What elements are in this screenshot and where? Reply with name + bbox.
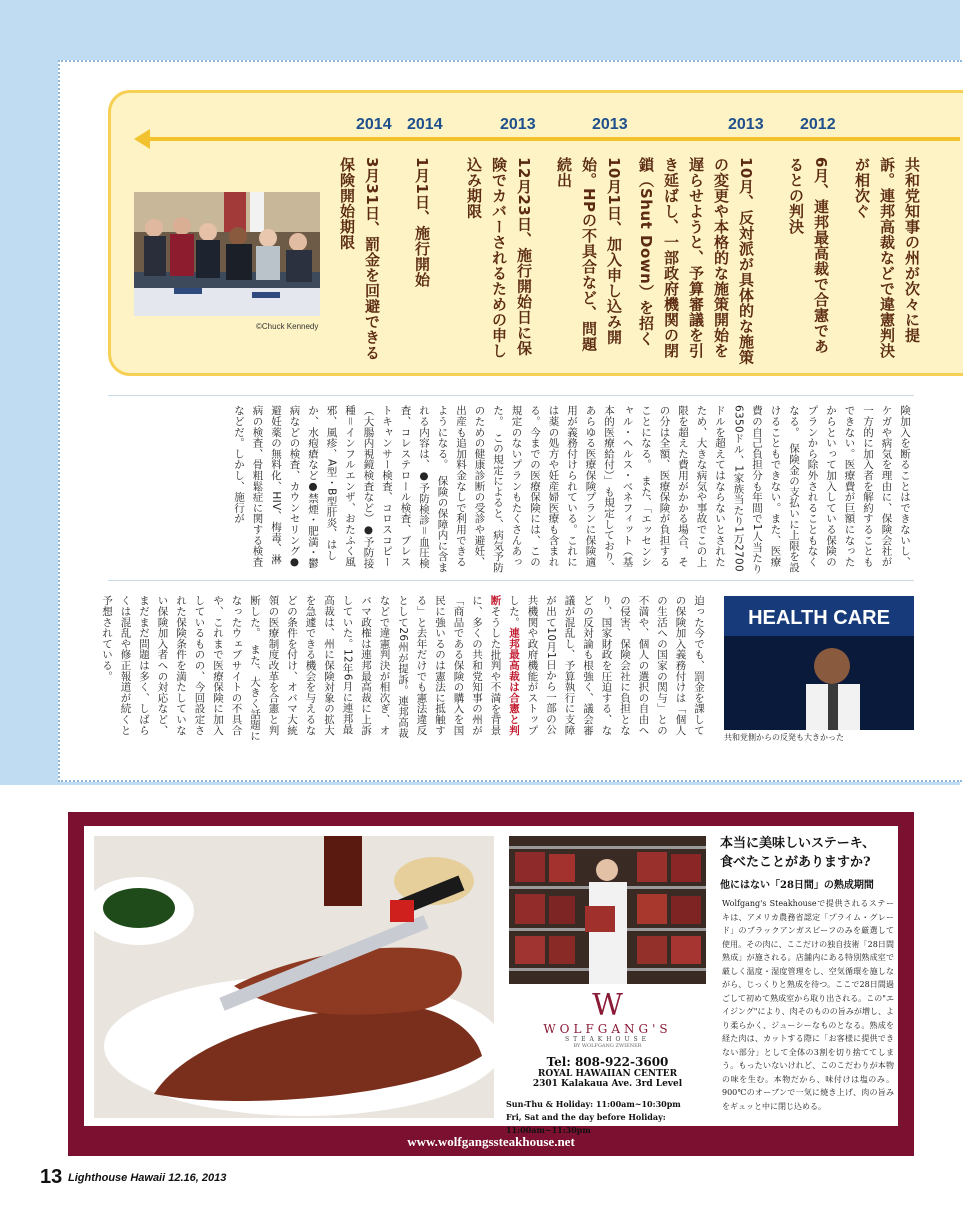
timeline-event: 1月1日、施行開始 (413, 157, 431, 288)
timeline-year: 2012 (800, 116, 836, 133)
column-rule (108, 395, 914, 396)
ad-headline (720, 834, 892, 872)
wolfgangs-logo (509, 990, 706, 1049)
ad-website-link[interactable]: www.wolfgangssteakhouse.net (407, 1134, 575, 1149)
timeline-year: 2013 (728, 116, 764, 133)
article-lower-para-2: そうした批判や不満を背景に、多くの共和党知事の州が「商品である保険の購入を国民に強いるのは憲法に抵触する」と去年だけでも憲法違反として26州が提訴。連邦高裁などで違憲判決が相次ぎ、オバマ政権は連邦最高裁に上訴していた。12年6月に連邦最高裁は、州に保険対象の拡大を急遽できる機会を与えるなどの条件を付け、オバマ大統領の医療制度改革を合憲と判断した。 また、大きく話題になったウェブサイトの不具合や、これまで医療保険に加入しているものの、今回設定された保険条件を満たしていない保険加入者への対応など、まだまだ問題は多く、しばらくは混乱や修正報道が続くと予想されている。 (101, 595, 502, 741)
timeline-event: 共和党知事の州が次々に提訴。連邦高裁などで違憲判決が相次ぐ (853, 157, 921, 359)
article-subhead: 連邦最高裁は合憲と判断 (489, 595, 520, 736)
ad-body: Wolfgang's Steakhouseで提供されるステーキは、アメリカ農務省認定「プライム・グレード」のブラックアンガスビーフのみを厳選して使用。その肉に、ここだけの独自技術「28日間熟成」が施される。店舗内にある特別熟成室で厳しく温度・湿度管理をし、空気循環を施しながら、じっくりと熟成を待つ。ここで28日間過ごして初めて熟成室から取り出される。この"エイジング"により、肉そのものの旨みが増し、より柔らかく、ジューシーなものとなる。熟成を経た肉は、カットする際に「お客様に提供できない部分」として全体の3割を切り捨ててしまう。もったいないけれど、このこだわりが本物の味を生む。本物だから、味付けは塩のみ。900℃のオーブンで一気に焼き上げ、肉の旨みをギュッと中に閉じ込める。 (722, 899, 894, 1111)
ad-contact (509, 1055, 706, 1089)
ad-venue: ROYAL HAWAIIAN CENTER (537, 1069, 678, 1079)
ad-hours (506, 1098, 712, 1137)
ad-headline-line-1: 本当に美味しいステーキ、 (720, 836, 876, 851)
page-number: 13 (40, 1166, 63, 1188)
timeline-arrow (148, 137, 960, 141)
ad-hours-weekend: Fri, Sat and the day before Holiday: 11:00am~11:30pm (506, 1112, 666, 1135)
timeline-event: 12月23日、施行開始日に保険でカバーされるための申し込み期限 (465, 157, 533, 359)
ad-tel: Tel: 808-922-3600 (546, 1055, 669, 1069)
health-care-photo (724, 596, 914, 730)
timeline-event: 3月31日、罰金を回避できる保険開始期限 (338, 157, 381, 361)
timeline-event: 10月1日、加入申し込み開始。HPの不具合など、問題続出 (555, 157, 623, 353)
photo-caption: 共和党側からの反発も大きかった (724, 733, 844, 742)
ad-headline-line-2: 食べたことがありますか? (720, 855, 871, 870)
column-rule (108, 580, 914, 581)
photo-sign-text: HEALTH CARE (748, 607, 890, 629)
aging-room-photo (509, 836, 706, 984)
timeline-year: 2014 (356, 116, 392, 133)
ad-address: 2301 Kalakaua Ave. 3rd Level (532, 1079, 683, 1089)
timeline-year: 2013 (592, 116, 628, 133)
ad-hours-weekday: Sun-Thu & Holiday: 11:00am~10:30pm (506, 1099, 681, 1109)
meeting-photo (134, 192, 320, 316)
publication-title: Lighthouse Hawaii 12.16, 2013 (68, 1172, 227, 1184)
logo-mark: W (592, 988, 623, 1023)
photo-credit: ©Chuck Kennedy (256, 322, 319, 331)
article-lower-text (101, 595, 708, 745)
timeline-year: 2014 (407, 116, 443, 133)
timeline-event: 10月、反対派が具体的な施策の変更や本格的な施策開始を遅らせようと、予算審議を引き延ばし、一部政府機関の閉鎖（Shut Down）を招く (637, 157, 755, 365)
timeline-event: 6月、連邦最高裁で合憲であるとの判決 (787, 157, 830, 354)
logo-sub: STEAKHOUSE (564, 1036, 650, 1043)
timeline-year: 2013 (500, 116, 536, 133)
ad-subheadline: 他にはない「28日間」の熟成期間 (720, 880, 874, 891)
article-upper-text: 険加入を断ることはできないし、ケガや病気を理由に、保険会社が一方的に加入者を解約することもできない。医療費が巨額になったからといって加入している保険のプランから除外されることもなくなる。 保険金の支払いに上限を設けることもできない。また、医療費の自己負担分も年間で1人当たり6350ドル、1家族当たり1万2700ドルを超えてはならないとされたため、大きな病気や事故でこの上限を超えた費用がかかる場合、その分は全額、医療保険が負担することになる。 また、「エッセンシャル・ヘルス・ベネフィット（基本的医療給付）」も規定しており、あらゆる医療保険プランに保険適用が義務付けられている。これには薬の処方や妊産婦医療も含まれる。今までの医療保険には、この規定のないプランもたくさんあった。 この規定によると、病気予防のための健康診断の受診や避妊、出産も追加料金なしで利用できるようになる。 保険の保障内に含まれる内容は、●予防検診＝血圧検査、コレステロール検査、ブレストキャンサー検査、コロスコピー（大腸内視鏡検査など）●予防接種＝インフルエンザ、おたふく風邪、風疹、A型・B型肝炎、はしか、水疱瘡など●禁煙・肥満・鬱病などの検査、カウンセリング●避妊薬の無料化、HIV、梅毒、淋病の検査、骨粗鬆症に関する検査などだ。しかし、施行が (233, 405, 911, 574)
steak-photo (94, 836, 494, 1118)
logo-name: WOLFGANG'S (543, 1022, 672, 1036)
arrow-left-icon (134, 129, 150, 149)
article-lower-para-1: 迫った今でも、罰金を課しての保険加入義務付けは「個人の生活への国家の関与」との不満や、個人の選択の自由への侵害、保険会社に負担となり、国家財政を圧迫する、などの反対論も根強く、議会審議が混乱し、予算執行に支障が出て10月1日から一部の公共機関や政府機能がストップした。 (508, 595, 705, 736)
logo-tag: BY WOLFGANG ZWIENER (573, 1043, 642, 1049)
